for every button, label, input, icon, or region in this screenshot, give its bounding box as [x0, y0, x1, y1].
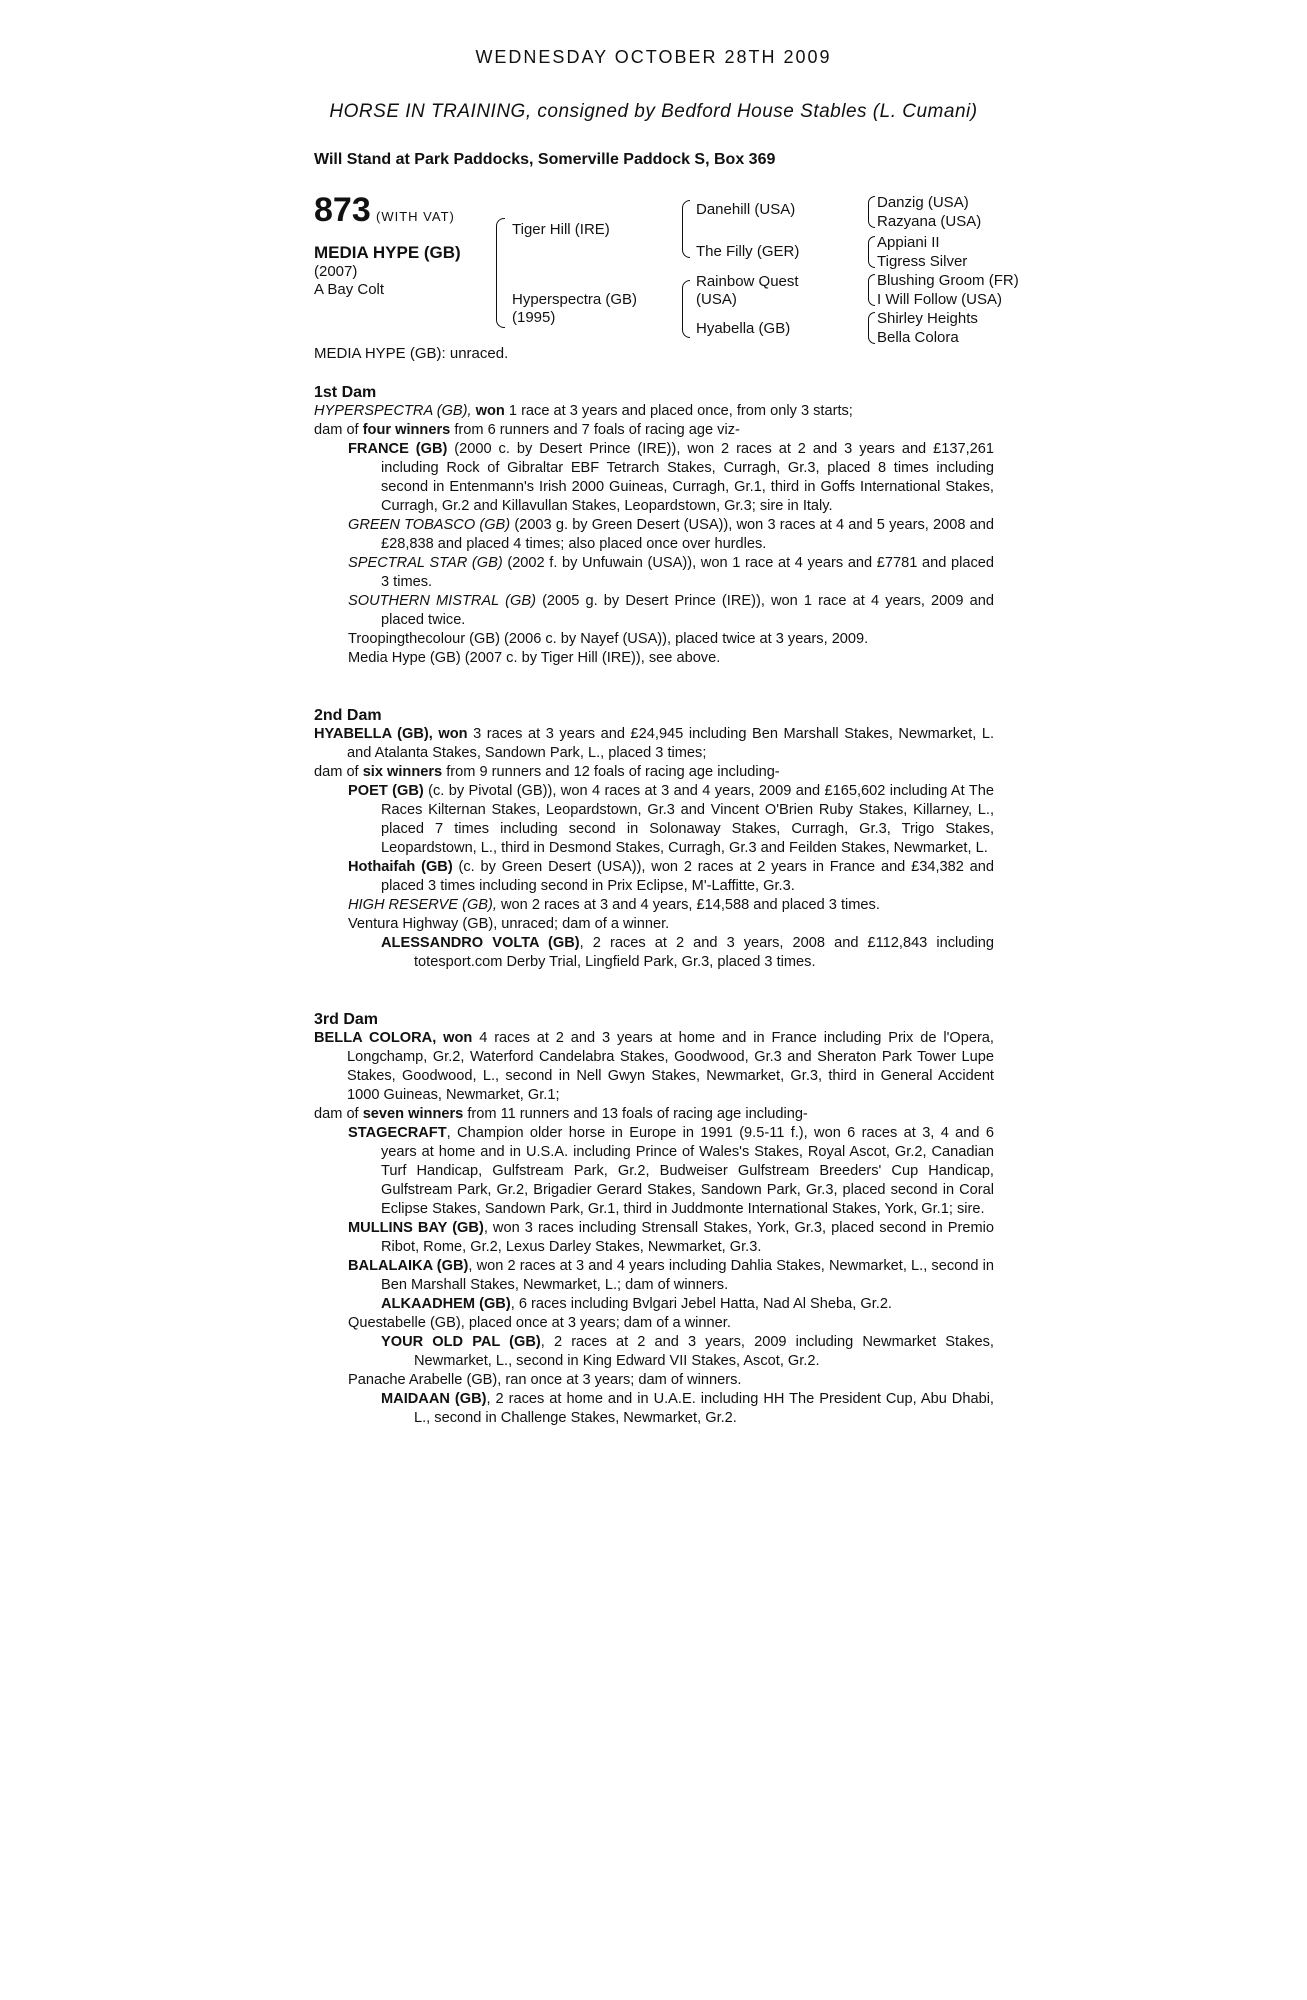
stand-location: Will Stand at Park Paddocks, Somerville Paddock S, Box 369: [314, 151, 776, 168]
produce-france: FRANCE (GB) (2000 c. by Desert Prince (IRE)), won 2 races at 2 and 3 years and £137,261 including Rock of Gibraltar EBF Tetrarch Stakes, Curragh, Gr.3, placed 8 times including second in Entenmann's Irish 2000 Guineas, Curragh, Gr.1, third in Goffs International Stakes, Curragh, Gr.2 and Killavullan Stakes, Leopardstown, Gr.3; sire in Italy.: [348, 441, 994, 514]
first-dam-heading: 1st Dam: [314, 384, 377, 401]
produce-ventura-highway: Ventura Highway (GB), unraced; dam of a winner.: [348, 916, 670, 932]
produce-green-tobasco: GREEN TOBASCO (GB) (2003 g. by Green Desert (USA)), won 3 races at 4 and 5 years, 2008 and £28,838 and placed 4 times; also placed once over hurdles.: [348, 517, 994, 552]
produce-southern-mistral: SOUTHERN MISTRAL (GB) (2005 g. by Desert Prince (IRE)), won 1 race at 4 years, 2009 and placed twice.: [348, 593, 994, 628]
pedigree-dss: Blushing Groom (FR): [877, 272, 1019, 289]
produce-panache-arabelle: Panache Arabelle (GB), ran once at 3 years; dam of winners.: [348, 1372, 742, 1388]
pedigree-dam: Hyperspectra (GB): [512, 291, 638, 308]
first-dam-section: [314, 383, 994, 668]
pedigree-dam-sire: Rainbow Quest: [696, 273, 799, 290]
third-dam-intro: BELLA COLORA, won 4 races at 2 and 3 years at home and in France including Prix de l'Opera, Longchamp, Gr.2, Waterford Candelabra Stakes, Goodwood, Gr.3 and Sheraton Park Tower Lupe Stakes, Goodwood, L., second in Nell Gwyn Stakes, Newmarket, Gr.3, third in General Accident 1000 Guineas, Newmarket, Gr.1;: [314, 1030, 994, 1103]
pedigree-sire: Tiger Hill (IRE): [512, 221, 610, 238]
produce-spectral-star: SPECTRAL STAR (GB) (2002 f. by Unfuwain (USA)), won 1 race at 4 years and £7781 and placed 3 times.: [348, 555, 994, 590]
produce-questabelle: Questabelle (GB), placed once at 3 years; dam of a winner.: [348, 1315, 731, 1331]
second-dam-section: [314, 706, 994, 972]
pedigree-brace-gen1: [496, 218, 505, 328]
second-dam-produce-intro: dam of six winners from 9 runners and 12 foals of racing age including-: [314, 764, 780, 780]
produce-mullins-bay: MULLINS BAY (GB), won 3 races including Strensall Stakes, York, Gr.3, placed second in Premio Ribot, Rome, Gr.2, Lexus Darley Stakes, Newmarket, Gr.3.: [348, 1220, 995, 1255]
produce-your-old-pal: YOUR OLD PAL (GB), 2 races at 2 and 3 years, 2009 including Newmarket Stakes, Newmarket, L., second in King Edward VII Stakes, Ascot, Gr.2.: [381, 1334, 994, 1369]
produce-alessandro-volta: ALESSANDRO VOLTA (GB), 2 races at 2 and 3 years, 2008 and £112,843 including totesport.com Derby Trial, Lingfield Park, Gr.3, placed 3 times.: [381, 935, 994, 970]
second-dam-heading: 2nd Dam: [314, 707, 382, 724]
pedigree-sds: Appiani II: [877, 234, 940, 251]
produce-hothaifah: Hothaifah (GB) (c. by Green Desert (USA)), won 2 races at 2 years in France and £34,382 and placed 3 times including second in Prix Eclipse, M'-Laffitte, Gr.3.: [348, 859, 994, 894]
pedigree-dam-dam: Hyabella (GB): [696, 320, 791, 337]
vat-note: (WITH VAT): [376, 209, 455, 224]
pedigree-dsd: I Will Follow (USA): [877, 291, 1003, 308]
third-dam-section: [314, 1010, 994, 1428]
third-dam-produce-intro: dam of seven winners from 11 runners and 13 foals of racing age including-: [314, 1106, 808, 1122]
pedigree-sire-sire: Danehill (USA): [696, 201, 796, 218]
consignment-line: HORSE IN TRAINING, consigned by Bedford House Stables (L. Cumani): [329, 101, 978, 122]
horse-description: A Bay Colt: [314, 281, 385, 298]
produce-maidaan: MAIDAAN (GB), 2 races at home and in U.A.E. including HH The President Cup, Abu Dhabi, L., second in Challenge Stakes, Newmarket, Gr.2.: [381, 1391, 994, 1426]
pedigree-dds: Shirley Heights: [877, 310, 978, 327]
pedigree-brace-g3-4: [868, 312, 875, 344]
pedigree-brace-dam: [682, 280, 690, 338]
pedigree-brace-sire: [682, 200, 690, 258]
third-dam-heading: 3rd Dam: [314, 1011, 379, 1028]
race-record: MEDIA HYPE (GB): unraced.: [314, 345, 509, 362]
pedigree-dam-year: (1995): [512, 309, 556, 326]
pedigree-sdd: Tigress Silver: [877, 253, 968, 270]
pedigree-sire-dam: The Filly (GER): [696, 243, 800, 260]
pedigree-brace-g3-2: [868, 236, 875, 268]
second-dam-intro: HYABELLA (GB), won 3 races at 3 years and £24,945 including Ben Marshall Stakes, Newmarket, L. and Atalanta Stakes, Sandown Park, L., placed 3 times;: [314, 726, 995, 761]
pedigree-ssd: Razyana (USA): [877, 213, 982, 230]
produce-troopingthecolour: Troopingthecolour (GB) (2006 c. by Nayef (USA)), placed twice at 3 years, 2009.: [348, 631, 869, 647]
pedigree-dam-sire-country: (USA): [696, 291, 737, 308]
pedigree-brace-g3-3: [868, 274, 875, 306]
lot-number: 873: [314, 191, 371, 229]
produce-alkaadhem: ALKAADHEM (GB), 6 races including Bvlgari Jebel Hatta, Nad Al Sheba, Gr.2.: [381, 1296, 892, 1312]
horse-name: MEDIA HYPE (GB): [314, 243, 461, 262]
pedigree-brace-g3-1: [868, 196, 875, 228]
produce-stagecraft: STAGECRAFT, Champion older horse in Europe in 1991 (9.5-11 f.), won 6 races at 3, 4 and 6 years at home and in U.S.A. including Prince of Wales's Stakes, Royal Ascot, Gr.2, Canadian Turf Handicap, Gulfstream Park, Gr.2, Budweiser Gulfstream Breeders' Cup Handicap, Gulfstream Park, Gr.2, Brigadier Gerard Stakes, Sandown Park, Gr.3, placed second in Coral Eclipse Stakes, Sandown Park, Gr.1, third in Juddmonte International Stakes, York, Gr.1; sire.: [348, 1125, 994, 1217]
produce-media-hype: Media Hype (GB) (2007 c. by Tiger Hill (IRE)), see above.: [348, 650, 721, 666]
pedigree-sss: Danzig (USA): [877, 194, 969, 211]
produce-balalaika: BALALAIKA (GB), won 2 races at 3 and 4 years including Dahlia Stakes, Newmarket, L., second in Ben Marshall Stakes, Newmarket, L.; dam of winners.: [348, 1258, 994, 1293]
produce-high-reserve: HIGH RESERVE (GB), won 2 races at 3 and 4 years, £14,588 and placed 3 times.: [348, 897, 880, 913]
horse-year: (2007): [314, 263, 358, 280]
first-dam-intro: HYPERSPECTRA (GB), won 1 race at 3 years and placed once, from only 3 starts;: [314, 403, 853, 419]
pedigree-ddd: Bella Colora: [877, 329, 959, 346]
first-dam-produce-intro: dam of four winners from 6 runners and 7 foals of racing age viz-: [314, 422, 740, 438]
produce-poet: POET (GB) (c. by Pivotal (GB)), won 4 races at 3 and 4 years, 2009 and £165,602 including At The Races Kilternan Stakes, Leopardstown, Gr.3 and Vincent O'Brien Ruby Stakes, Killarney, L., placed 7 times including second in Solonaway Stakes, Curragh, Gr.3, Trigo Stakes, Leopardstown, L., third in Desmond Stakes, Curragh, Gr.3 and Feilden Stakes, Newmarket, L.: [348, 783, 994, 856]
sale-date: WEDNESDAY OCTOBER 28TH 2009: [475, 47, 832, 67]
